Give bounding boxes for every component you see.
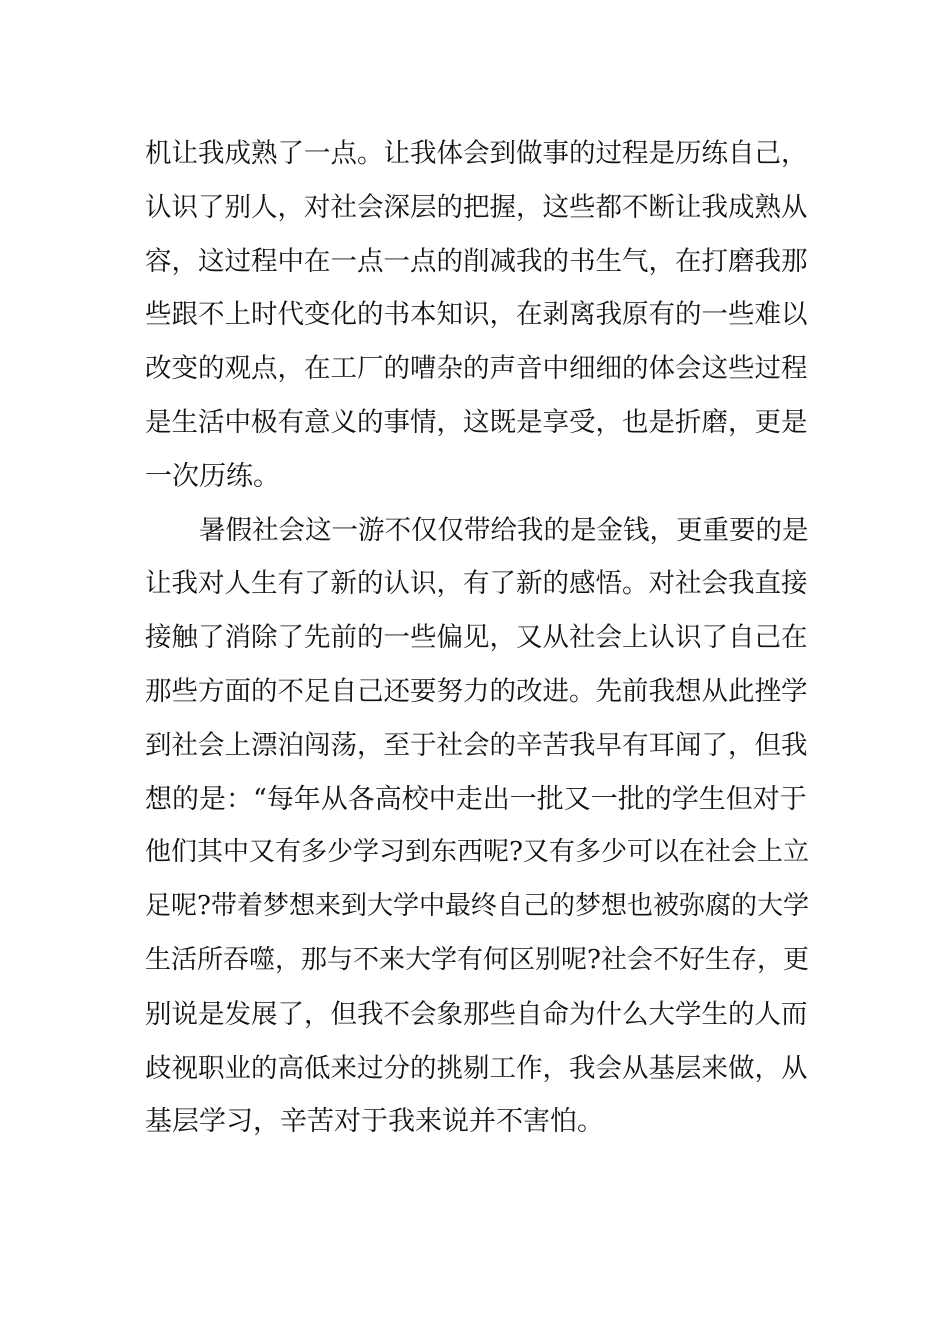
text-line: 歧视职业的高低来过分的挑剔工作，我会从基层来做，从	[145, 1052, 808, 1084]
text-line: 他们其中又有多少学习到东西呢?又有多少可以在社会上立	[145, 837, 809, 868]
text-line: 那些方面的不足自己还要努力的改进。先前我想从此挫学	[145, 675, 808, 707]
text-line: 足呢?带着梦想来到大学中最终自己的梦想也被弥腐的大学	[145, 891, 809, 922]
text-line: 一次历练。	[145, 460, 280, 492]
text-line: 是生活中极有意义的事情，这既是享受，也是折磨，更是	[145, 406, 808, 438]
text-line: 让我对人生有了新的认识，有了新的感悟。对社会我直接	[145, 568, 808, 600]
paragraph-1	[145, 127, 810, 504]
body-text	[145, 127, 810, 1149]
text-line: 生活所吞噬，那与不来大学有何区别呢?社会不好生存，更	[145, 944, 809, 975]
text-line: 想的是：“每年从各高校中走出一批又一批的学生但对于	[145, 783, 807, 815]
text-line: 接触了消除了先前的一些偏见，又从社会上认识了自己在	[145, 622, 808, 654]
paragraph-2	[145, 504, 810, 1150]
text-line: 改变的观点，在工厂的嘈杂的声音中细细的体会这些过程	[145, 353, 808, 385]
text-line: 些跟不上时代变化的书本知识，在剥离我原有的一些难以	[145, 299, 808, 331]
text-line: 到社会上漂泊闯荡，至于社会的辛苦我早有耳闻了，但我	[145, 729, 808, 761]
text-line: 容，这过程中在一点一点的削减我的书生气，在打磨我那	[145, 245, 808, 277]
text-line: 认识了别人，对社会深层的把握，这些都不断让我成熟从	[145, 191, 808, 223]
text-line: 暑假社会这一游不仅仅带给我的是金钱，更重要的是	[199, 514, 809, 546]
text-line: 机让我成熟了一点。让我体会到做事的过程是历练自己，	[145, 138, 808, 169]
text-line: 别说是发展了，但我不会象那些自命为什么大学生的人而	[145, 998, 808, 1030]
text-line: 基层学习，辛苦对于我来说并不害怕。	[145, 1106, 604, 1138]
